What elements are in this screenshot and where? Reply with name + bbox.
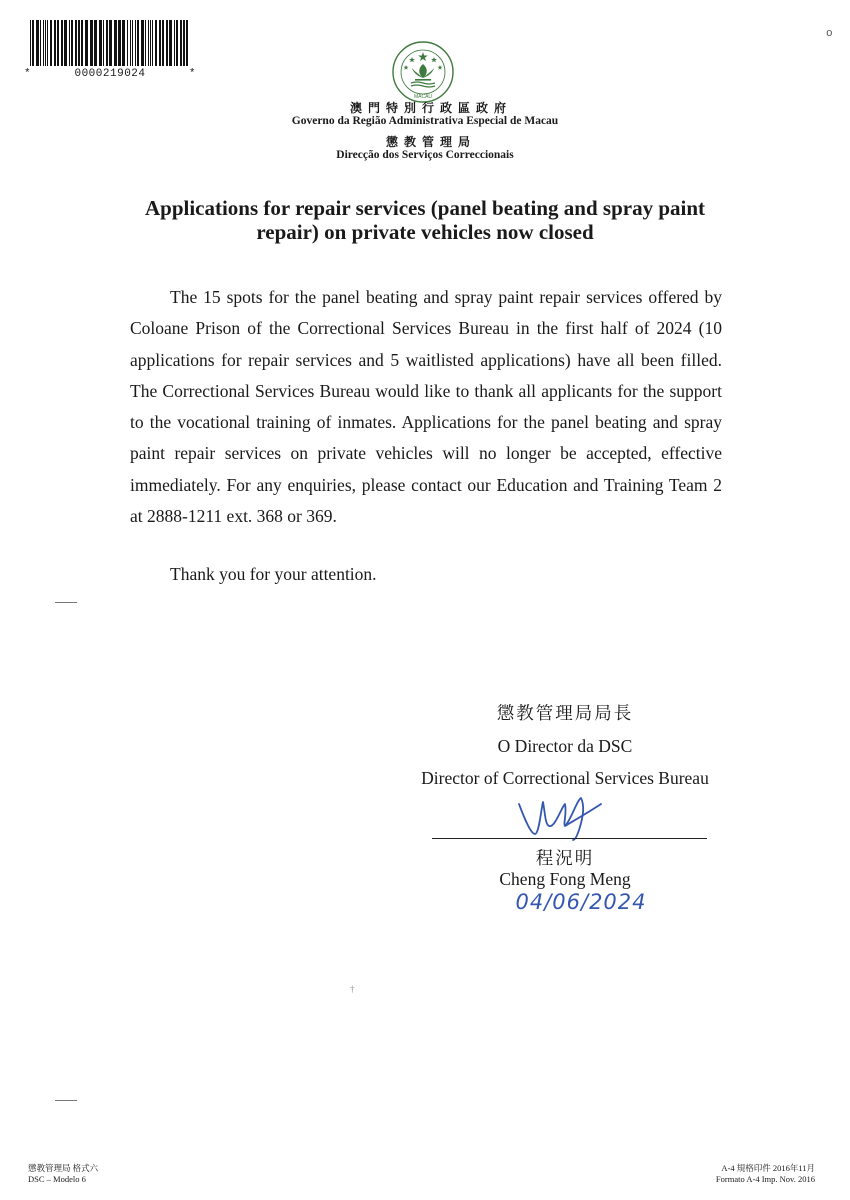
barcode-bar [132, 20, 133, 66]
signer-name-zh: 程況明 [535, 848, 595, 868]
barcode-bar [57, 20, 59, 66]
barcode-bar [99, 20, 102, 66]
barcode-bar [103, 20, 104, 66]
barcode-bar [176, 20, 178, 66]
barcode-bar [127, 20, 128, 66]
barcode-bar [78, 20, 80, 66]
barcode-bar [162, 20, 164, 66]
barcode-bar [137, 20, 139, 66]
barcode-bar [45, 20, 46, 66]
emblem-text: MACAU [413, 94, 433, 100]
barcode-bar [50, 20, 52, 66]
barcode-bar [30, 20, 31, 66]
barcode-bar [155, 20, 157, 66]
document-title: Applications for repair services (panel beating and spray paint repair) on private vehicles now closed [144, 196, 706, 244]
margin-fold-mark [55, 602, 77, 603]
barcode [30, 20, 190, 66]
barcode-bar [166, 20, 168, 66]
barcode-bar [94, 20, 97, 66]
barcode-bar [118, 20, 121, 66]
barcode-bar [174, 20, 175, 66]
barcode-bar [122, 20, 125, 66]
footer-left-line1: 懲教管理局 格式六 [28, 1163, 99, 1173]
signatory-title-en: Director of Correctional Services Bureau [421, 768, 709, 788]
barcode-bar [183, 20, 185, 66]
barcode-bar [159, 20, 161, 66]
barcode-bar [64, 20, 67, 66]
government-name-zh: 澳門特別行政區政府 [349, 101, 512, 115]
macau-emblem-icon [384, 40, 462, 104]
signature-rule [432, 838, 707, 839]
closing-line: Thank you for your attention. [170, 564, 377, 584]
barcode-bar [148, 20, 149, 66]
signatory-title-zh: 懲教管理局局長 [496, 703, 634, 723]
barcode-bar [75, 20, 77, 66]
body-paragraph: The 15 spots for the panel beating and spray paint repair services offered by Coloane Prison of the Correctional Services Bureau in the first half of 2024 (10 applications for repair services and 5 waitlisted applications) have all been filled. The Correctional Services Bureau would like to thank all applicants for the support to the vocational training of inmates. Applications for the panel beating and spray paint repair services on private vehicles will no longer be accepted, effective immediately. For any enquiries, please contact our Education and Training Team 2 at 2888-1211 ext. 368 or 369. [130, 287, 722, 527]
barcode-number-row [24, 68, 196, 80]
government-name-pt: Governo da Região Administrativa Especial de Macau [291, 115, 559, 127]
barcode-bar [141, 20, 144, 66]
barcode-bar [109, 20, 112, 66]
scan-speck: † [350, 984, 355, 994]
barcode-bar [114, 20, 117, 66]
barcode-right-mark: * [188, 68, 196, 80]
barcode-bar [169, 20, 172, 66]
footer-right-line2: Formato A-4 Imp. Nov. 2016 [715, 1174, 815, 1184]
handwritten-signature [505, 790, 615, 842]
barcode-bar [186, 20, 188, 66]
barcode-bar [71, 20, 73, 66]
barcode-bar [36, 20, 39, 66]
barcode-left-mark: * [24, 68, 32, 80]
handwritten-date: 04/06/2024 [515, 890, 647, 914]
barcode-bar [47, 20, 48, 66]
barcode-bar [135, 20, 136, 66]
barcode-bar [106, 20, 108, 66]
corner-mark: o [826, 28, 833, 40]
footer-right-line1: A-4 規格印件 2016年11月 [721, 1163, 815, 1173]
barcode-bar [69, 20, 70, 66]
footer-form-code [28, 1163, 98, 1185]
barcode-bar [152, 20, 153, 66]
footer-print-format [640, 1163, 815, 1185]
barcode-bar [81, 20, 83, 66]
signer-name: Cheng Fong Meng [499, 869, 631, 889]
barcode-bar [40, 20, 41, 66]
bureau-name-zh: 懲教管理局 [385, 135, 476, 149]
barcode-bar [130, 20, 131, 66]
barcode-bar [90, 20, 93, 66]
barcode-bar [54, 20, 56, 66]
bureau-name-pt: Direcção dos Serviços Correccionais [336, 149, 514, 161]
barcode-bar [85, 20, 88, 66]
barcode-bar [180, 20, 182, 66]
signatory-title-pt: O Director da DSC [497, 736, 633, 756]
footer-left-line2: DSC – Modelo 6 [28, 1174, 86, 1184]
barcode-bar [61, 20, 63, 66]
barcode-bar [150, 20, 151, 66]
barcode-bar [32, 20, 34, 66]
barcode-number: 0000219024 [74, 68, 146, 80]
margin-fold-mark [55, 1100, 77, 1101]
barcode-bar [43, 20, 44, 66]
barcode-bar [145, 20, 146, 66]
